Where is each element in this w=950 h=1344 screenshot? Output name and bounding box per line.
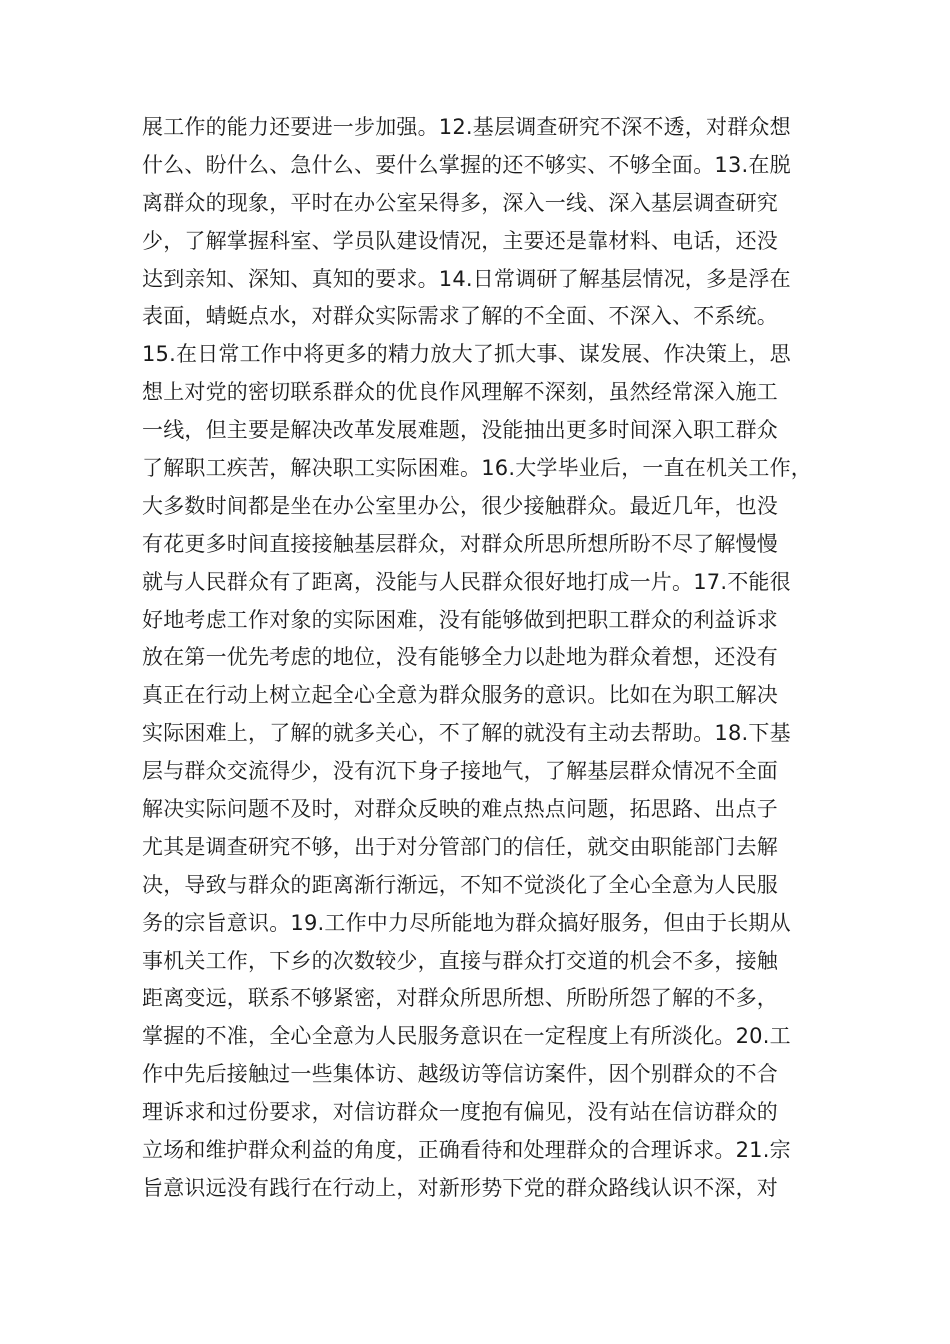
text-line: 务的宗旨意识。19.工作中力尽所能地为群众搞好服务，但由于长期从	[142, 910, 791, 935]
text-line: 距离变远，联系不够紧密，对群众所思所想、所盼所怨了解的不多，	[142, 986, 778, 1011]
text-line: 少，了解掌握科室、学员队建设情况，主要还是靠材料、电话，还没	[142, 228, 778, 253]
text-line: 实际困难上，了解的就多关心，不了解的就没有主动去帮助。18.下基	[142, 721, 791, 746]
text-line: 想上对党的密切联系群众的优良作风理解不深刻，虽然经常深入施工	[142, 380, 778, 405]
text-line: 理诉求和过份要求，对信访群众一度抱有偏见，没有站在信访群众的	[142, 1100, 778, 1125]
text-line: 表面，蜻蜓点水，对群众实际需求了解的不全面、不深入、不系统。	[142, 304, 778, 329]
text-line: 旨意识远没有践行在行动上，对新形势下党的群众路线认识不深，对	[142, 1175, 778, 1200]
text-line: 放在第一优先考虑的地位，没有能够全力以赴地为群众着想，还没有	[142, 645, 778, 670]
text-line: 15.在日常工作中将更多的精力放大了抓大事、谋发展、作决策上，思	[142, 342, 791, 367]
text-line: 立场和维护群众利益的角度，正确看待和处理群众的合理诉求。21.宗	[142, 1138, 791, 1163]
text-line: 解决实际问题不及时，对群众反映的难点热点问题，拓思路、出点子	[142, 797, 778, 822]
text-line: 真正在行动上树立起全心全意为群众服务的意识。比如在为职工解决	[142, 683, 778, 708]
text-line: 了解职工疾苦，解决职工实际困难。16.大学毕业后，一直在机关工作，	[142, 456, 812, 481]
text-line: 尤其是调查研究不够，出于对分管部门的信任，就交由职能部门去解	[142, 834, 778, 859]
text-line: 展工作的能力还要进一步加强。12.基层调查研究不深不透，对群众想	[142, 115, 791, 139]
text-line: 决，导致与群众的距离渐行渐远，不知不觉淡化了全心全意为人民服	[142, 872, 778, 897]
text-line: 有花更多时间直接接触基层群众，对群众所思所想所盼不尽了解慢慢	[142, 531, 778, 556]
text-line: 掌握的不准，全心全意为人民服务意识在一定程度上有所淡化。20.工	[142, 1024, 791, 1049]
text-line: 达到亲知、深知、真知的要求。14.日常调研了解基层情况，多是浮在	[142, 266, 791, 291]
text-line: 大多数时间都是坐在办公室里办公，很少接触群众。最近几年，也没	[142, 493, 778, 518]
text-line: 好地考虑工作对象的实际困难，没有能够做到把职工群众的利益诉求	[142, 607, 778, 632]
text-line: 一线，但主要是解决改革发展难题，没能抽出更多时间深入职工群众	[142, 418, 778, 443]
text-line: 事机关工作，下乡的次数较少，直接与群众打交道的机会不多，接触	[142, 948, 778, 973]
text-line: 什么、盼什么、急什么、要什么掌握的还不够实、不够全面。13.在脱	[142, 152, 791, 177]
text-line: 层与群众交流得少，没有沉下身子接地气，了解基层群众情况不全面	[142, 759, 778, 784]
body-text	[142, 109, 842, 1208]
text-line: 离群众的现象，平时在办公室呆得多，深入一线、深入基层调查研究	[142, 190, 778, 215]
text-line: 作中先后接触过一些集体访、越级访等信访案件，因个别群众的不合	[142, 1062, 778, 1087]
text-line: 就与人民群众有了距离，没能与人民群众很好地打成一片。17.不能很	[142, 569, 791, 594]
